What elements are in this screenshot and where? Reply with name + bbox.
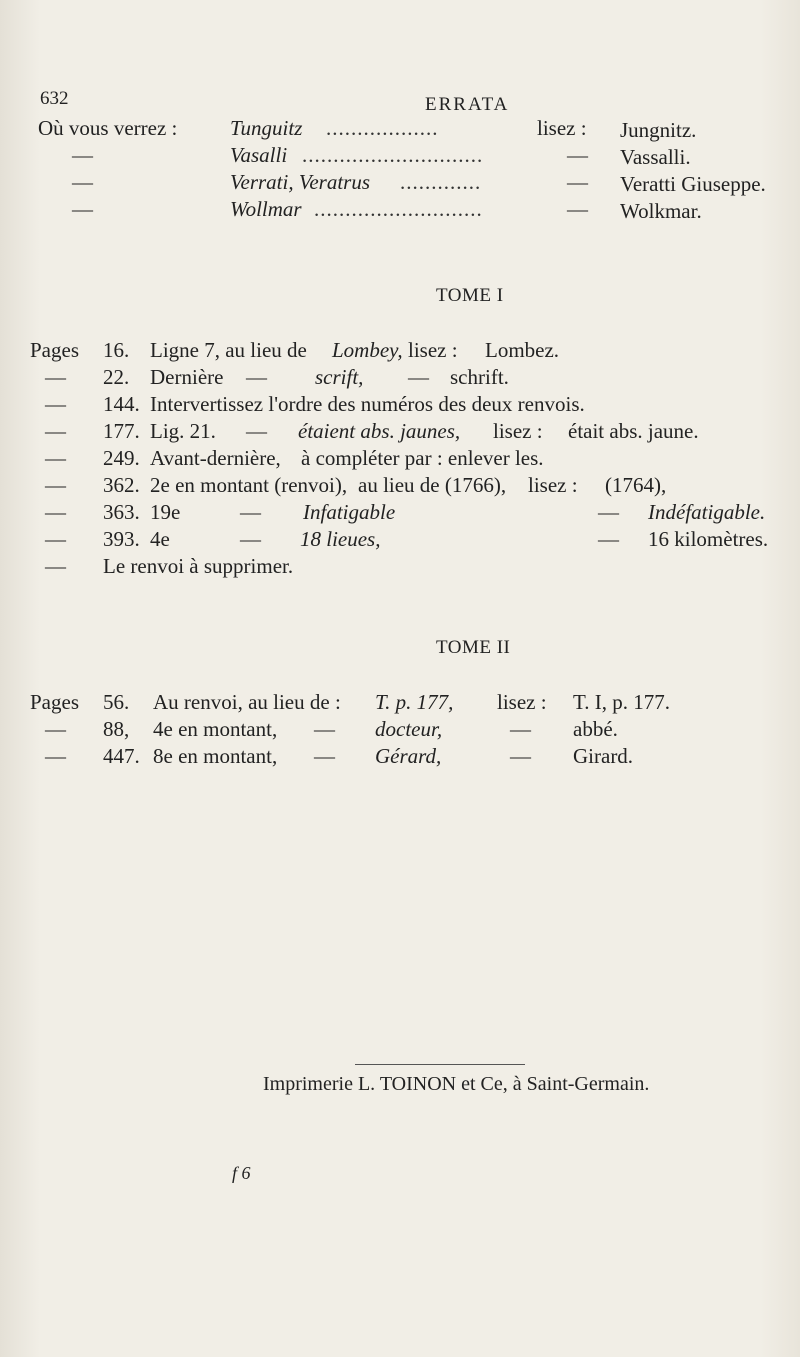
intro-wrong: Verrati, Veratrus: [230, 170, 371, 194]
ditto-dash: —: [72, 197, 93, 221]
row-page: 22.: [103, 365, 130, 389]
leader-dots: ..................: [326, 116, 439, 140]
row-dash: —: [240, 500, 261, 524]
row-dash: —: [314, 744, 335, 768]
row-right: 16 kilomètres.: [648, 527, 769, 551]
intro-wrong: Wollmar: [230, 197, 302, 221]
row-prefix: —: [45, 392, 66, 416]
intro-wrong: Vasalli: [230, 143, 288, 167]
row-prefix: —: [45, 554, 66, 578]
intro-right: Vassalli.: [620, 145, 691, 169]
row-prefix: —: [45, 446, 66, 470]
row-page: 393.: [103, 527, 140, 551]
page-header: ERRATA: [425, 94, 510, 115]
row-page: 362.: [103, 473, 140, 497]
row-right: schrift.: [450, 365, 509, 389]
row-prefix: —: [45, 365, 66, 389]
intro-lead: Où vous verrez :: [38, 116, 178, 140]
row-right: Girard.: [573, 744, 634, 768]
row-text: 19e: [150, 500, 181, 524]
row-text-2: à compléter par : enlever les.: [301, 446, 544, 470]
row-right: Indéfatigable.: [648, 500, 766, 524]
row-dash: —: [510, 717, 531, 741]
row-dash: —: [408, 365, 429, 389]
row-text: 8e en montant,: [153, 744, 278, 768]
row-wrong: docteur,: [375, 717, 443, 741]
row-page: 144.: [103, 392, 140, 416]
row-wrong: Infatigable: [303, 500, 396, 524]
row-dash: —: [246, 419, 267, 443]
row-prefix: Pages: [30, 690, 79, 714]
row-wrong: Gérard,: [375, 744, 442, 768]
row-text-2: au lieu de (1766),: [358, 473, 507, 497]
row-text: Avant-dernière,: [150, 446, 281, 470]
ditto-dash: —: [567, 170, 588, 194]
row-right: abbé.: [573, 717, 618, 741]
row-lisez: lisez :: [528, 473, 578, 497]
ditto-dash: —: [567, 143, 588, 167]
row-prefix: —: [45, 527, 66, 551]
intro-lisez: lisez :: [537, 116, 587, 140]
intro-wrong: Tunguitz: [230, 116, 303, 140]
row-wrong: étaient abs. jaunes,: [298, 419, 461, 443]
row-dash: —: [314, 717, 335, 741]
page-number: 632: [40, 88, 69, 109]
row-prefix: —: [45, 500, 66, 524]
row-prefix: —: [45, 744, 66, 768]
row-prefix: —: [45, 717, 66, 741]
row-prefix: —: [45, 419, 66, 443]
row-text: 2e en montant (renvoi),: [150, 473, 348, 497]
row-prefix: Pages: [30, 338, 79, 362]
ditto-dash: —: [72, 170, 93, 194]
row-page: 88,: [103, 717, 130, 741]
row-text: 4e: [150, 527, 170, 551]
intro-right: Jungnitz.: [620, 118, 697, 142]
row-page: 249.: [103, 446, 140, 470]
section-title-tome-1: TOME I: [436, 285, 504, 306]
row-right: (1764),: [605, 473, 667, 497]
row-page: 56.: [103, 690, 130, 714]
ditto-dash: —: [72, 143, 93, 167]
row-dash: —: [510, 744, 531, 768]
row-text: Ligne 7, au lieu de: [150, 338, 307, 362]
printer-imprint: Imprimerie L. TOINON et Ce, à Saint-Germain.: [263, 1073, 650, 1095]
intro-right: Wolkmar.: [620, 199, 702, 223]
row-right: T. I, p. 177.: [573, 690, 671, 714]
row-wrong: 18 lieues,: [300, 527, 381, 551]
row-right: était abs. jaune.: [568, 419, 699, 443]
row-dash: —: [598, 500, 619, 524]
row-wrong: T. p. 177,: [375, 690, 454, 714]
row-text: 4e en montant,: [153, 717, 278, 741]
row-dash: —: [598, 527, 619, 551]
row-page: 16.: [103, 338, 130, 362]
row-page: 177.: [103, 419, 140, 443]
leader-dots: ...........................: [314, 197, 483, 221]
row-dash: —: [240, 527, 261, 551]
row-text: Le renvoi à supprimer.: [103, 554, 294, 578]
intro-right: Veratti Giuseppe.: [620, 172, 766, 196]
ditto-dash: —: [567, 197, 588, 221]
row-lisez: lisez :: [493, 419, 543, 443]
row-text: Au renvoi, au lieu de :: [153, 690, 341, 714]
row-text: Lig. 21.: [150, 419, 216, 443]
row-dash: —: [246, 365, 267, 389]
row-page: 447.: [103, 744, 140, 768]
row-page: 363.: [103, 500, 140, 524]
section-title-tome-2: TOME II: [436, 637, 511, 658]
row-lisez: lisez :: [408, 338, 458, 362]
leader-dots: .............: [400, 170, 482, 194]
row-right: Lombez.: [485, 338, 560, 362]
footer-rule: [355, 1064, 525, 1065]
leader-dots: .............................: [302, 143, 484, 167]
row-text: Intervertissez l'ordre des numéros des deux renvois.: [150, 392, 585, 416]
row-wrong: scrift,: [315, 365, 364, 389]
row-prefix: —: [45, 473, 66, 497]
row-text: Dernière: [150, 365, 224, 389]
row-lisez: lisez :: [497, 690, 547, 714]
row-wrong: Lombey,: [332, 338, 403, 362]
handwritten-mark: f 6: [232, 1163, 251, 1183]
